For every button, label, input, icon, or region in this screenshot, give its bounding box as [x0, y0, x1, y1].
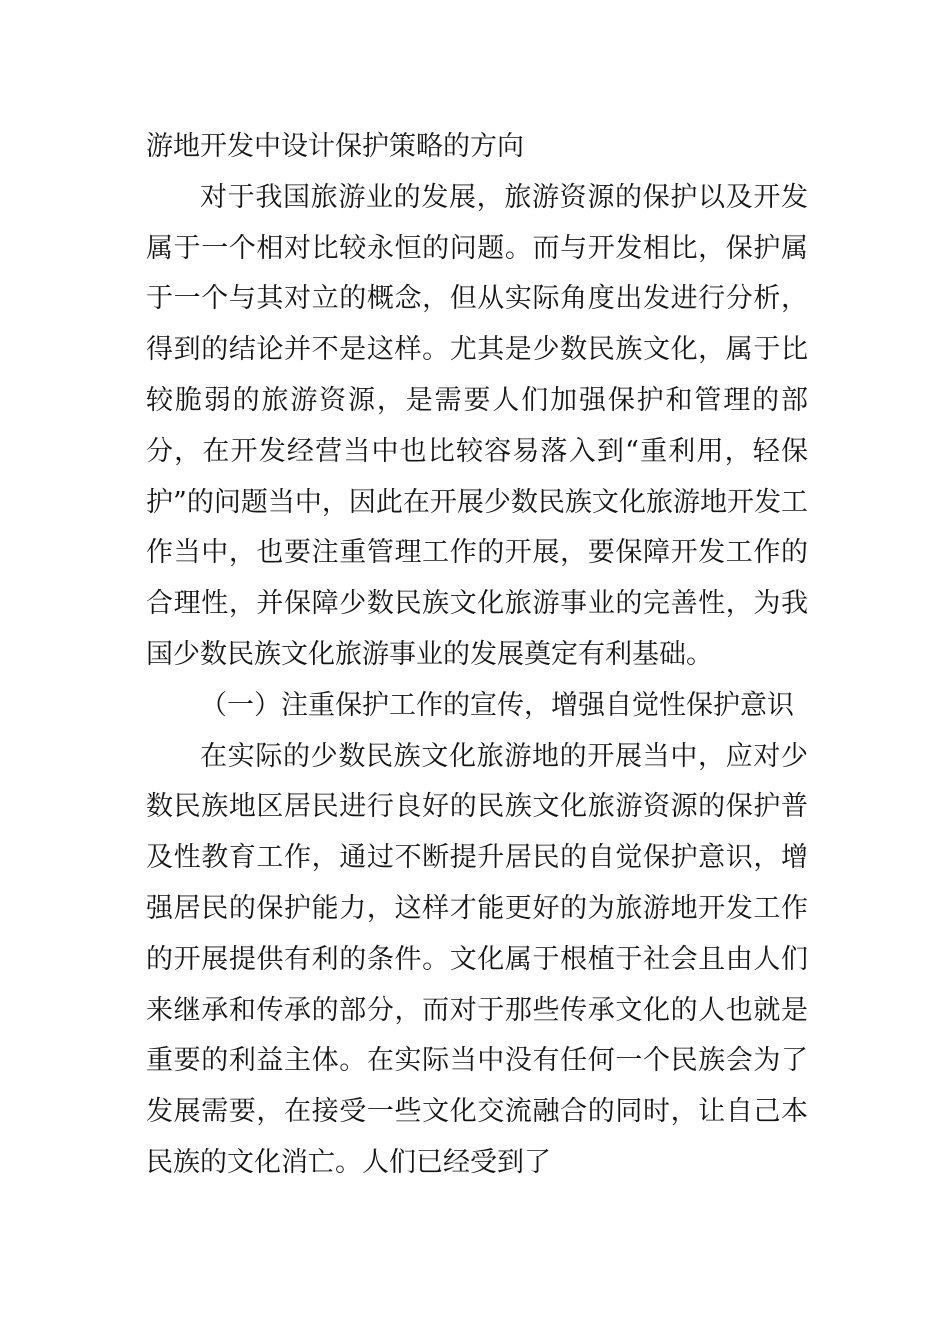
- continued-paragraph-line: 游地开发中设计保护策略的方向: [146, 131, 524, 162]
- section-heading: （一）注重保护工作的宣传，增强自觉性保护意识: [200, 689, 794, 721]
- document-body: [146, 122, 808, 1189]
- paragraph-protection-development: 对于我国旅游业的发展，旅游资源的保护以及开发属于一个相对比较永恒的问题。而与开发相比，保护属于一个与其对立的概念，但从实际角度出发进行分析，得到的结论并不是这样。尤其是少数民族文化，属于比较脆弱的旅游资源，是需要人们加强保护和管理的部分，在开发经营当中也比较容易落入到“重利用，轻保护”的问题当中，因此在开展少数民族文化旅游地开发工作当中，也要注重管理工作的开展，要保障开发工作的合理性，并保障少数民族文化旅游事业的完善性，为我国少数民族文化旅游事业的发展奠定有利基础。: [146, 181, 808, 670]
- paragraph-awareness: 在实际的少数民族文化旅游地的开展当中，应对少数民族地区居民进行良好的民族文化旅游资源的保护普及性教育工作，通过不断提升居民的自觉保护意识，增强居民的保护能力，这样才能更好的为旅游地开发工作的开展提供有利的条件。文化属于根植于社会且由人们来继承和传承的部分，而对于那些传承文化的人也就是重要的利益主体。在实际当中没有任何一个民族会为了发展需要，在接受一些文化交流融合的同时，让自己本民族的文化消亡。人们已经受到了: [146, 740, 808, 1178]
